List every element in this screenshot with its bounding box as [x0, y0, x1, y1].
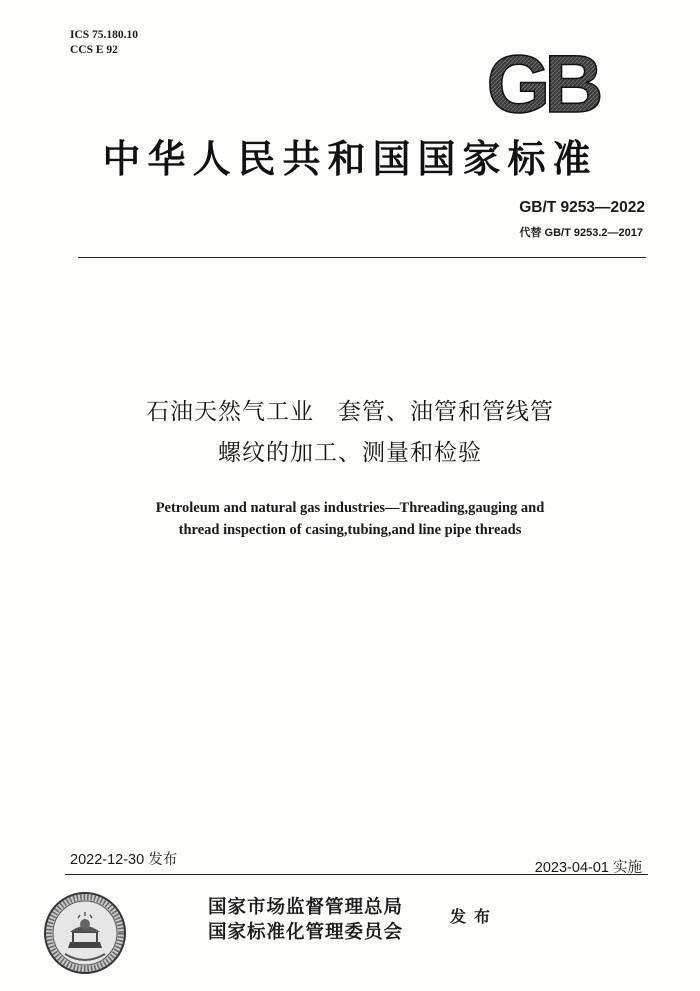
gb-logo [470, 48, 615, 120]
implementation-date: 2023-04-01 实施 [534, 860, 642, 876]
ccs-code: CCS E 92 [70, 44, 118, 56]
bottom-divider [65, 874, 648, 875]
chinese-title-line-2: 螺纹的加工、测量和检验 [218, 440, 482, 466]
issue-date: 2022-12-30 发布 [70, 852, 178, 868]
official-seal-icon [40, 888, 130, 978]
gb-logo-text: GB [486, 48, 598, 120]
authority-sac: 国家标准化管理委员会 [208, 922, 404, 943]
authority-samr: 国家市场监督管理总局 [208, 897, 404, 918]
english-title-line-1: Petroleum and natural gas industries—Threading,gauging and [155, 500, 545, 516]
national-standard-heading: 中华人民共和国国家标准 [102, 136, 598, 181]
chinese-title-line-1: 石油天然气工业 套管、油管和管线管 [146, 399, 554, 425]
publish-label: 发布 [450, 907, 499, 926]
classification-codes [70, 28, 138, 58]
replaces-standard: 代替 GB/T 9253.2—2017 [519, 227, 643, 239]
top-divider [78, 257, 646, 258]
ics-code: ICS 75.180.10 [70, 29, 139, 41]
english-title-line-2: thread inspection of casing,tubing,and line pipe threads [178, 522, 522, 538]
standard-number: GB/T 9253—2022 [519, 199, 645, 216]
